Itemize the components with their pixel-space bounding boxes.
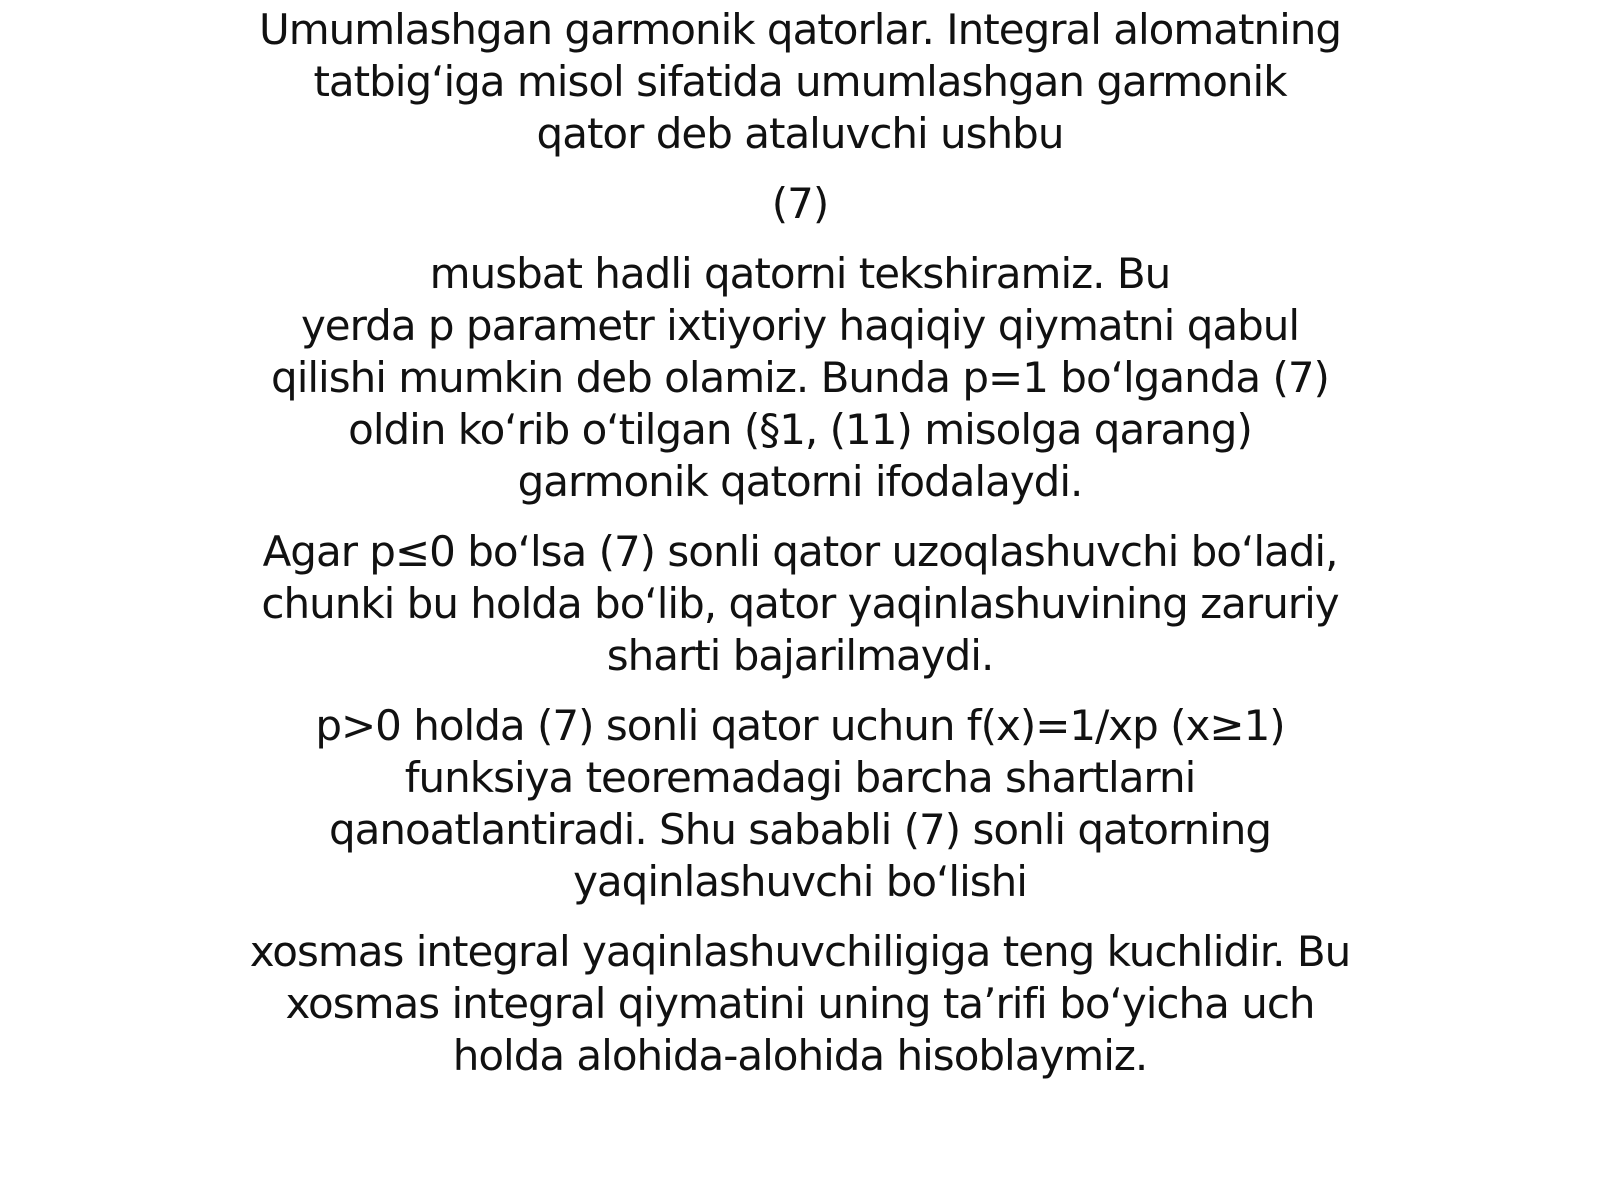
paragraph-divergent-case [200, 526, 1400, 682]
text-line: Umumlashgan garmonik qatorlar. Integral alomatning [258, 5, 1342, 54]
text-line: yerda p parametr ixtiyoriy haqiqiy qiymatni qabul [300, 301, 1300, 350]
text-line: chunki bu holda bo‘lib, qator yaqinlashuvining zaruriy [261, 579, 1339, 628]
text-line: (7) [771, 179, 829, 228]
text-line: sharti bajarilmaydi. [606, 631, 994, 680]
text-line: funksiya teoremadagi barcha shartlarni [404, 753, 1196, 802]
slide-text-body [200, 4, 1400, 1082]
text-line: p>0 holda (7) sonli qator uchun f(x)=1/xp (x≥1) [315, 701, 1285, 750]
equation-number-label [200, 178, 1400, 230]
paragraph-positive-case [200, 700, 1400, 908]
text-line: holda alohida-alohida hisoblaymiz. [452, 1031, 1148, 1080]
paragraph-definition [200, 248, 1400, 508]
text-line: qanoatlantiradi. Shu sababli (7) sonli qatorning [328, 805, 1272, 854]
text-line: xosmas integral qiymatini uning ta’rifi bo‘yicha uch [285, 979, 1315, 1028]
text-line: tatbig‘iga misol sifatida umumlashgan garmonik [313, 57, 1287, 106]
text-line: oldin ko‘rib o‘tilgan (§1, (11) misolga qarang) [348, 405, 1252, 454]
text-line: musbat hadli qatorni tekshiramiz. Bu [429, 249, 1171, 298]
text-line: yaqinlashuvchi bo‘lishi [573, 857, 1027, 906]
text-line: qator deb ataluvchi ushbu [536, 109, 1064, 158]
paragraph-integral-case [200, 926, 1400, 1082]
text-line: qilishi mumkin deb olamiz. Bunda p=1 bo‘lganda (7) [271, 353, 1329, 402]
text-line: Agar p≤0 bo‘lsa (7) sonli qator uzoqlashuvchi bo‘ladi, [262, 527, 1338, 576]
paragraph-intro [200, 4, 1400, 160]
text-line: xosmas integral yaqinlashuvchiligiga teng kuchlidir. Bu [249, 927, 1351, 976]
text-line: garmonik qatorni ifodalaydi. [517, 457, 1083, 506]
